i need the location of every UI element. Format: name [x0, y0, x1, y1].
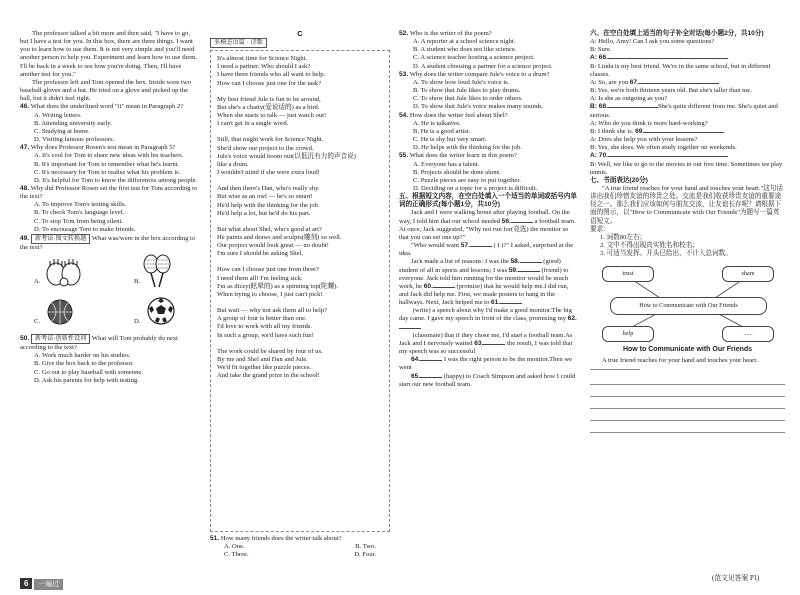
requirements-title: 要求：	[590, 225, 610, 233]
poem-line: When trying to choose, I just can't pick!	[217, 290, 323, 298]
question-48: 48. Why did Professor Rosen set the first test for Tom according to the text?	[20, 184, 199, 201]
option: D. Ask his parents for help with testing.	[34, 376, 139, 384]
cloze-text: (friend) to everyone. Jack told him running for the monitor would be much work, he	[399, 266, 571, 290]
cloze-text: the result, I was told that my speech was so successful	[399, 339, 574, 356]
cloze-paragraph	[399, 332, 579, 356]
blank-number: A: 70.	[590, 152, 608, 160]
dialogue-text: B: Sure.	[590, 46, 612, 54]
poem-line: I'd love to work with all my friends.	[217, 323, 312, 331]
passage-paragraph: The professor left and Tom opened the box. Inside were two baseball gloves and a bat. He tried on a glove and picked up the ball, but it didn't feel right.	[20, 78, 193, 103]
poem-line: Our project would look great — no doubt!	[217, 242, 329, 250]
cloze-text: Then we went	[399, 356, 574, 372]
dialogue-text: B: Yes, she does. We often study together on weekends.	[590, 144, 737, 152]
answer-blank[interactable]	[639, 83, 719, 84]
cloze-text: "Who would want	[411, 242, 461, 250]
option: B. He is a good artist.	[413, 127, 471, 135]
cloze-paragraph	[399, 356, 579, 372]
poem-line: How can I choose just one for the task?	[217, 79, 322, 87]
answer-blank[interactable]	[608, 156, 728, 157]
blank-number: 56.	[501, 217, 511, 225]
stanza-gap	[217, 299, 384, 307]
tennis-rackets-icon	[142, 254, 172, 288]
cloze-text: I was the right person to be the monitor.	[442, 356, 550, 364]
poem-line: In such a group, we'd have such fun!	[217, 331, 314, 339]
text-type-tag: 多模态语篇 · 诗歌	[210, 38, 267, 48]
dialogue-line	[590, 54, 785, 62]
option: D. Four.	[354, 551, 376, 559]
writing-prompt: "A true friend reaches for your hand and touches your heart."这句话讲出我们珍惜友谊的珍贵之处。交流是我们收获珍贵友谊的重要途径之一。那么我们应该如何与朋友交流，让友谊长存呢？请根据下面的图示，以"How to Communicate with Our Friends"为题写一篇英语短文。	[590, 184, 783, 225]
cloze-text: (promise) that he would help me.	[454, 282, 545, 290]
poem-line: He'd help with the thinking for the job.	[217, 201, 320, 209]
writing-line[interactable]	[590, 400, 785, 409]
option: A. Everyone has a talent.	[413, 160, 480, 168]
poem-line: Still, that might work for Science Night.	[217, 136, 324, 144]
mind-map-node-trust: trust	[602, 266, 654, 282]
requirement: 3. 可适当发挥。开头已给出，不计入总词数。	[600, 250, 732, 258]
poem-line: But she's a chatty(爱说话的) as a bird.	[217, 103, 320, 111]
answer-blank[interactable]	[511, 222, 533, 223]
options-row	[210, 551, 390, 559]
poem-line: He paints and draws and sculpts(雕刻) so well.	[217, 233, 342, 241]
dialogue-line	[590, 38, 785, 46]
section-5-heading: 五、根据短文内容，在空白处填入一个适当的单词或括号内单词的正确形式(每小题1分，共10分)	[399, 193, 578, 209]
cloze-text: (good) student of all in sports and lessons; I was	[399, 258, 563, 274]
option: B. Give the box back to the professor.	[34, 360, 134, 368]
cloze-paragraph	[399, 242, 579, 258]
option: D. A student choosing a partner for a science project.	[413, 62, 553, 70]
dialogue-line	[590, 136, 785, 144]
cloze-text: ( I )?" I asked, surprised at the idea.	[399, 242, 575, 258]
cloze-paragraph	[399, 373, 579, 389]
option: A. One.	[224, 543, 245, 551]
question-53: 53. Why does the writer compare Jule's voice to a drum?	[399, 70, 550, 78]
cloze-text: (write) a speech about why I'd make a good monitor.	[411, 307, 552, 315]
dialogue-line	[590, 87, 785, 95]
blank-number: B: 68.	[590, 103, 608, 111]
passage-paragraph: The professor talked a bit more and then said, "I have to go, but I have a test for you. In this box, there are three things. I want you to learn how to use them. It is not very simple and you'll need another person to help you. Experiment and learn how to use them. I'll be back in a week to see how you're doing. Then, I'll have another test for you."	[20, 30, 199, 78]
poem-line: The work could be shared by four of us.	[217, 347, 323, 355]
option: C. He is shy but very smart.	[413, 136, 487, 144]
cloze-passage	[399, 209, 579, 388]
option: B. Projects should be done alone.	[413, 168, 502, 176]
poem-line: A group of four is better than one.	[217, 315, 307, 323]
dialogue-text: A: Is she as outgoing as you?	[590, 95, 668, 103]
blank-number: 63.	[474, 339, 484, 347]
blank-number: 61.	[490, 299, 501, 307]
writing-line[interactable]	[590, 424, 785, 433]
option: C. Three.	[224, 551, 249, 559]
blank-number: 64.	[411, 356, 421, 364]
question-46: 46. What does the underlined word "it" mean in Paragraph 2?	[20, 103, 184, 111]
option-label: C.	[34, 318, 41, 326]
blank-number: 58.	[510, 258, 520, 266]
option: B. Attending university early.	[34, 119, 112, 127]
baseball-gloves-icon	[44, 258, 84, 288]
option: A. He is talkative.	[413, 119, 461, 127]
poem-line: But wise as an owl — he's so smart!	[217, 193, 313, 201]
answer-blank[interactable]	[608, 58, 728, 59]
poem-line: I need them all! I'm feeling sick.	[217, 274, 303, 282]
poem-line: It's almost time for Science Night.	[217, 55, 308, 63]
poem-line: like a drum.	[217, 160, 249, 168]
answer-blank[interactable]	[470, 246, 492, 247]
dialogue-line	[590, 144, 785, 152]
column-4	[590, 30, 785, 433]
dialogue-text: B: Well, we like to go to the movies in our free time. Sometimes we play tennis.	[590, 160, 784, 176]
stanza-gap	[217, 218, 384, 226]
cloze-text: Jack and I were walking home after playing football. On the way, I told him that our school needed	[399, 209, 572, 225]
answer-blank[interactable]	[420, 360, 442, 361]
option-label: D.	[134, 318, 141, 326]
blank-number: 69.	[635, 127, 645, 135]
blank-number: 60.	[423, 282, 433, 290]
writing-line[interactable]	[590, 388, 785, 397]
option: D. To encourage Tom to make friends.	[34, 225, 136, 233]
page-number: 6	[20, 578, 32, 589]
option: C. Go out to play baseball with someone.	[34, 368, 143, 376]
option: A. A reporter at a school science night.	[413, 38, 516, 46]
picture-options	[34, 254, 200, 332]
mind-map-node-more: ......	[722, 326, 774, 342]
poem-line: I need a partner. Who should I ask?	[217, 63, 311, 71]
dialogue-text: She's quite different from me. She's quiet and serious.	[590, 103, 780, 119]
answer-blank[interactable]	[399, 328, 421, 329]
basketball-icon	[46, 298, 74, 326]
question-54: 54. How does the writer feel about Shel?	[399, 111, 508, 119]
option: A. Writing letters.	[34, 111, 82, 119]
poem-line: By me and Shel and Dan and Jule.	[217, 355, 308, 363]
poem-line: We'd fit together like puzzle pieces.	[217, 364, 312, 371]
poem-line: I wouldn't mind if she were extra loud!	[217, 169, 320, 177]
option: D. Deciding on a topic for a project is difficult.	[413, 184, 538, 192]
soccer-ball-icon	[146, 296, 176, 326]
dialogue-line	[590, 95, 785, 103]
dialogue-line	[590, 63, 785, 79]
dialogue-text: B: Linda is my best friend. We're in the same school, but in different classes.	[590, 62, 773, 78]
poem-line: But wait — why not ask them all to help?	[217, 307, 328, 315]
dialogue-text: A: Does she help you with your lessons?	[590, 136, 698, 144]
poem-line: But what about Shel, who's good at art?	[217, 225, 322, 233]
option: D. Visiting famous professors.	[34, 136, 115, 144]
cloze-text: As Jack and I nervously waited	[399, 331, 575, 347]
option: C. Puzzle pieces are easy to put together.	[413, 176, 521, 184]
question-51: 51. How many friends does the writer talk about?	[210, 535, 342, 543]
section-6-heading: 六、在空白处填上适当的句子补全对话(每小题2分，共10分)	[590, 30, 764, 37]
option: B. Two.	[355, 543, 376, 551]
mind-map-node-help: help	[602, 326, 654, 342]
poem-line: I have three friends who all want to help.	[217, 71, 326, 79]
cloze-text: (happy) to Coach Simpson and asked how I could start our new football team.	[399, 372, 577, 388]
column-3	[399, 30, 579, 389]
option: C. To show that Jule likes to order others.	[413, 95, 523, 103]
question-49: 49. 新考法·图文转换题 What was/were in the box according to the text?	[20, 234, 197, 251]
option: C. A science teacher hosting a science project.	[413, 54, 535, 62]
option: B. It's important for Tom to remember what he's learnt.	[34, 160, 180, 168]
option: B. A student who does not like science.	[413, 46, 517, 54]
cloze-paragraph	[399, 307, 579, 331]
poem-box	[210, 50, 390, 532]
mind-map	[590, 262, 785, 342]
poem-line: My best friend Jule is fun to be around,	[217, 95, 321, 103]
cloze-text: Jack made a list of reasons: I was the	[411, 258, 511, 266]
mind-map-center: How to Communicate with Our Friends	[610, 297, 767, 315]
dialogue-text: A: Hello, Amy! Can I ask you some questions?	[590, 38, 715, 46]
question-55: 55. What does the writer learn in this poem?	[399, 152, 517, 160]
option: B. To check Tom's language level.	[34, 209, 125, 217]
stanza-gap	[217, 340, 384, 348]
option: D. To show that Jule's voice makes many sounds.	[413, 103, 544, 111]
answer-blank[interactable]	[500, 303, 522, 304]
question-type-tag: 新考法·图文转换题	[31, 234, 91, 244]
option: D. He helps with the thinking for the job.	[413, 144, 522, 152]
writing-line[interactable]	[590, 376, 785, 385]
answer-blank[interactable]	[433, 287, 455, 288]
poem-line: She'd show our project to the crowd.	[217, 144, 314, 152]
cloze-text: The big day came. I gave my speech in front of the class, promising my	[399, 307, 574, 323]
dialogue-line	[590, 161, 785, 177]
option-label: A.	[34, 278, 41, 286]
essay-start: A true friend reaches for your hand and touches your heart.	[590, 357, 785, 373]
blank-number: 65.	[411, 372, 421, 380]
column-1	[20, 30, 200, 385]
question-47: 47. Why does Professor Rosen's test mean in Paragraph 5?	[20, 144, 176, 152]
option: A. To improve Tom's testing skills.	[34, 201, 127, 209]
dialogue-line	[590, 79, 785, 87]
cloze-text: (classmate) that if they chose me, I'd start a football team.	[411, 331, 566, 339]
dialogue-text: A: Who do you think is more hard-working?	[590, 119, 708, 127]
dialogue-line	[590, 152, 785, 160]
option-label: B.	[134, 278, 141, 286]
dialogue-line	[590, 46, 785, 54]
dialogue	[590, 38, 785, 177]
page-footer	[20, 578, 80, 590]
option: C. To stop Tom from being silent.	[34, 217, 123, 225]
poem-line: And take the grand prize in the school!	[217, 372, 320, 380]
writing-line[interactable]	[590, 412, 785, 421]
option: A. To show how loud Jule's voice is.	[413, 78, 510, 86]
question-50: 50. 新考法·创新性设问 What will Tom probably do next according to the text?	[20, 335, 180, 352]
column-2	[210, 30, 390, 560]
cloze-text: I did run, and Jack did help me. First, we made posters to hang in the hallways. Next, Jack helped me to	[399, 282, 571, 307]
blank-number: 67.	[629, 78, 639, 86]
blank-number: A: 66.	[590, 54, 608, 62]
option: A. Work much harder on his studies.	[34, 352, 131, 360]
answer-blank[interactable]	[608, 107, 658, 108]
dialogue-text: A: So, are you	[590, 78, 630, 86]
stanza-gap	[217, 177, 384, 185]
essay-title: How to Communicate with Our Friends	[622, 346, 753, 354]
answer-reference: (范文见答案 P1)	[712, 575, 760, 582]
cloze-paragraph	[399, 209, 579, 242]
poem-line: I'm as dizzy(眩晕的) as a spinning top(陀螺).	[217, 282, 339, 290]
answer-blank[interactable]	[644, 132, 724, 133]
options-row	[210, 543, 390, 551]
option: D. It's helpful for Tom to know the differences among people.	[34, 176, 198, 184]
poem-line: I'm sure I should be asking Shel.	[217, 250, 303, 258]
stanza-gap	[217, 258, 384, 266]
option: A. It's cool for Tom to share new ideas with his teachers.	[34, 152, 184, 160]
poem-line: And then there's Dan, who's really shy.	[217, 185, 320, 193]
dialogue-line	[590, 128, 785, 136]
blank-number: 62.	[567, 315, 577, 323]
poem-line: How can I choose just one from three?	[217, 266, 319, 274]
poem-line: I can't get in a single word.	[217, 120, 289, 128]
dialogue-line	[590, 103, 785, 119]
question-type-tag: 新考法·创新性设问	[31, 334, 91, 344]
poem-line: Jule's voice would boom out(以低沉有力的声音说)	[217, 152, 356, 160]
blank-number: 57.	[460, 242, 470, 250]
option: C. It's necessary for Tom to realise what his problem is.	[34, 168, 181, 176]
option: C. Studying at home.	[34, 127, 90, 135]
section-heading: C	[297, 29, 303, 38]
dialogue-line	[590, 120, 785, 128]
question-52: 52. Who is the writer of the poem?	[399, 30, 492, 37]
dialogue-text: B: I think she is.	[590, 127, 636, 135]
blank-number: 59.	[508, 266, 518, 274]
cloze-text: a football team. At once, Jack suggested, "Why not run for(竞选) the monitor so that you can set one up?"	[399, 217, 577, 241]
cloze-paragraph	[399, 258, 579, 307]
answer-blank[interactable]	[518, 271, 540, 272]
answer-blank[interactable]	[520, 262, 542, 263]
stanza-gap	[217, 128, 384, 136]
requirement: 1. 词数80左右；	[600, 233, 647, 241]
dialogue-text: B: Yes, we're both thirteen years old. But she's taller than me.	[590, 87, 752, 95]
answer-blank[interactable]	[420, 377, 442, 378]
mind-map-node-share: share	[722, 266, 774, 282]
poem-line: When she starts to talk — just watch out!	[217, 112, 327, 120]
poem-line: He'd help a lot, but he'd do his part.	[217, 209, 311, 217]
option: B. To show that Jule likes to play drums.	[413, 87, 521, 95]
requirement: 2. 文中不得出现真实姓名和校名；	[600, 242, 699, 250]
footer-brand: 一遍过	[34, 579, 63, 590]
section-7-heading: 七、书面表达(20分)	[590, 176, 648, 184]
answer-blank[interactable]	[483, 344, 505, 345]
stanza-gap	[217, 88, 384, 96]
